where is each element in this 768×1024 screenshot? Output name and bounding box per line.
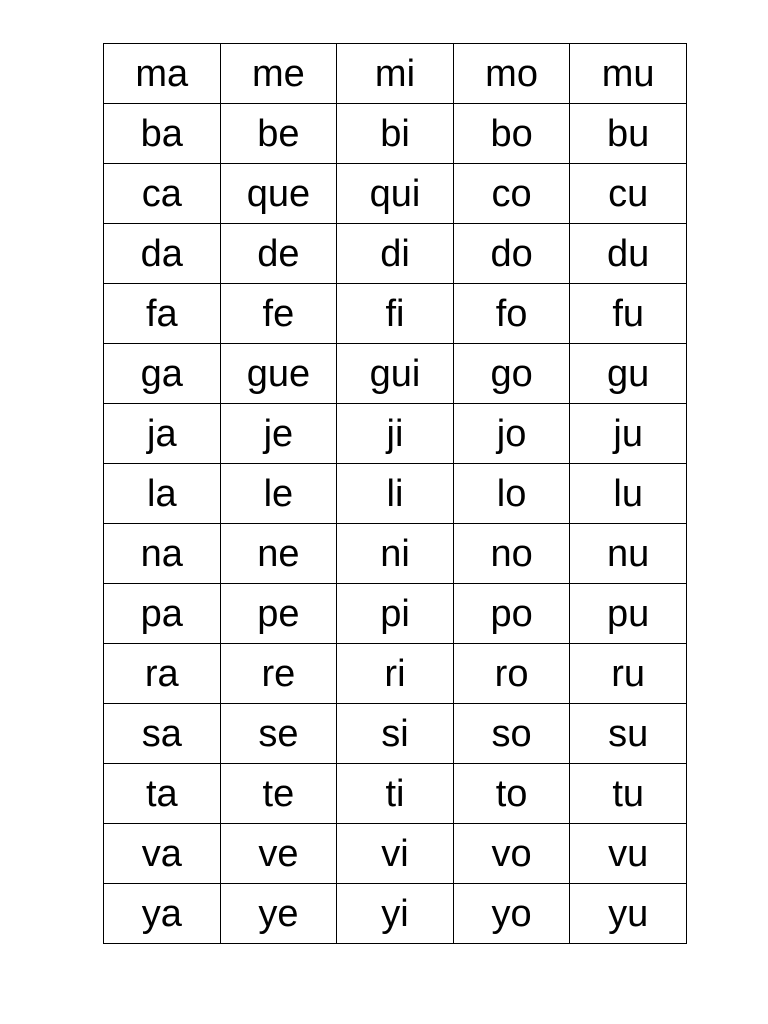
syllable-cell: bu bbox=[570, 104, 687, 164]
syllable-cell: do bbox=[453, 224, 570, 284]
syllable-cell: si bbox=[337, 704, 454, 764]
table-row bbox=[104, 44, 687, 104]
syllable-cell: ju bbox=[570, 404, 687, 464]
table-row bbox=[104, 404, 687, 464]
syllable-cell: ga bbox=[104, 344, 221, 404]
syllable-cell: nu bbox=[570, 524, 687, 584]
syllable-cell: no bbox=[453, 524, 570, 584]
syllable-cell: gu bbox=[570, 344, 687, 404]
syllable-cell: to bbox=[453, 764, 570, 824]
syllable-cell: di bbox=[337, 224, 454, 284]
syllable-cell: vi bbox=[337, 824, 454, 884]
table-row bbox=[104, 584, 687, 644]
syllable-cell: yi bbox=[337, 884, 454, 944]
table-row bbox=[104, 884, 687, 944]
syllable-cell: ma bbox=[104, 44, 221, 104]
syllable-cell: yo bbox=[453, 884, 570, 944]
table-row bbox=[104, 824, 687, 884]
syllable-cell: de bbox=[220, 224, 337, 284]
syllable-cell: jo bbox=[453, 404, 570, 464]
syllable-cell: be bbox=[220, 104, 337, 164]
syllable-cell: re bbox=[220, 644, 337, 704]
syllable-cell: bi bbox=[337, 104, 454, 164]
syllable-cell: ti bbox=[337, 764, 454, 824]
syllable-cell: ja bbox=[104, 404, 221, 464]
syllable-cell: sa bbox=[104, 704, 221, 764]
syllable-cell: ve bbox=[220, 824, 337, 884]
syllable-cell: fo bbox=[453, 284, 570, 344]
syllable-cell: te bbox=[220, 764, 337, 824]
syllable-cell: fe bbox=[220, 284, 337, 344]
syllable-cell: ca bbox=[104, 164, 221, 224]
syllable-cell: se bbox=[220, 704, 337, 764]
syllable-cell: pa bbox=[104, 584, 221, 644]
syllable-cell: mo bbox=[453, 44, 570, 104]
syllable-cell: co bbox=[453, 164, 570, 224]
syllable-cell: fa bbox=[104, 284, 221, 344]
syllable-cell: ni bbox=[337, 524, 454, 584]
syllable-cell: mu bbox=[570, 44, 687, 104]
syllable-cell: ne bbox=[220, 524, 337, 584]
syllable-cell: gue bbox=[220, 344, 337, 404]
syllable-cell: ba bbox=[104, 104, 221, 164]
syllable-table bbox=[103, 43, 687, 944]
syllable-cell: ru bbox=[570, 644, 687, 704]
syllable-cell: bo bbox=[453, 104, 570, 164]
syllable-cell: yu bbox=[570, 884, 687, 944]
syllable-cell: lu bbox=[570, 464, 687, 524]
syllable-table-body bbox=[104, 44, 687, 944]
syllable-cell: tu bbox=[570, 764, 687, 824]
table-row bbox=[104, 224, 687, 284]
syllable-cell: pe bbox=[220, 584, 337, 644]
syllable-cell: ye bbox=[220, 884, 337, 944]
syllable-cell: fi bbox=[337, 284, 454, 344]
syllable-cell: ya bbox=[104, 884, 221, 944]
table-row bbox=[104, 644, 687, 704]
table-row bbox=[104, 284, 687, 344]
syllable-cell: ta bbox=[104, 764, 221, 824]
syllable-cell: pu bbox=[570, 584, 687, 644]
syllable-cell: pi bbox=[337, 584, 454, 644]
syllable-cell: cu bbox=[570, 164, 687, 224]
syllable-cell: ro bbox=[453, 644, 570, 704]
syllable-cell: su bbox=[570, 704, 687, 764]
syllable-cell: lo bbox=[453, 464, 570, 524]
syllable-cell: mi bbox=[337, 44, 454, 104]
syllable-cell: la bbox=[104, 464, 221, 524]
syllable-cell: que bbox=[220, 164, 337, 224]
syllable-cell: go bbox=[453, 344, 570, 404]
syllable-cell: ra bbox=[104, 644, 221, 704]
syllable-cell: vo bbox=[453, 824, 570, 884]
table-row bbox=[104, 764, 687, 824]
syllable-cell: fu bbox=[570, 284, 687, 344]
syllable-cell: je bbox=[220, 404, 337, 464]
syllable-cell: me bbox=[220, 44, 337, 104]
syllable-cell: vu bbox=[570, 824, 687, 884]
table-row bbox=[104, 164, 687, 224]
table-row bbox=[104, 524, 687, 584]
table-row bbox=[104, 464, 687, 524]
table-row bbox=[104, 344, 687, 404]
table-row bbox=[104, 104, 687, 164]
syllable-cell: so bbox=[453, 704, 570, 764]
syllable-cell: li bbox=[337, 464, 454, 524]
syllable-cell: du bbox=[570, 224, 687, 284]
syllable-cell: ji bbox=[337, 404, 454, 464]
table-row bbox=[104, 704, 687, 764]
syllable-cell: ri bbox=[337, 644, 454, 704]
syllable-cell: va bbox=[104, 824, 221, 884]
syllable-cell: le bbox=[220, 464, 337, 524]
syllable-cell: gui bbox=[337, 344, 454, 404]
syllable-cell: na bbox=[104, 524, 221, 584]
syllable-cell: da bbox=[104, 224, 221, 284]
syllable-cell: qui bbox=[337, 164, 454, 224]
syllable-cell: po bbox=[453, 584, 570, 644]
